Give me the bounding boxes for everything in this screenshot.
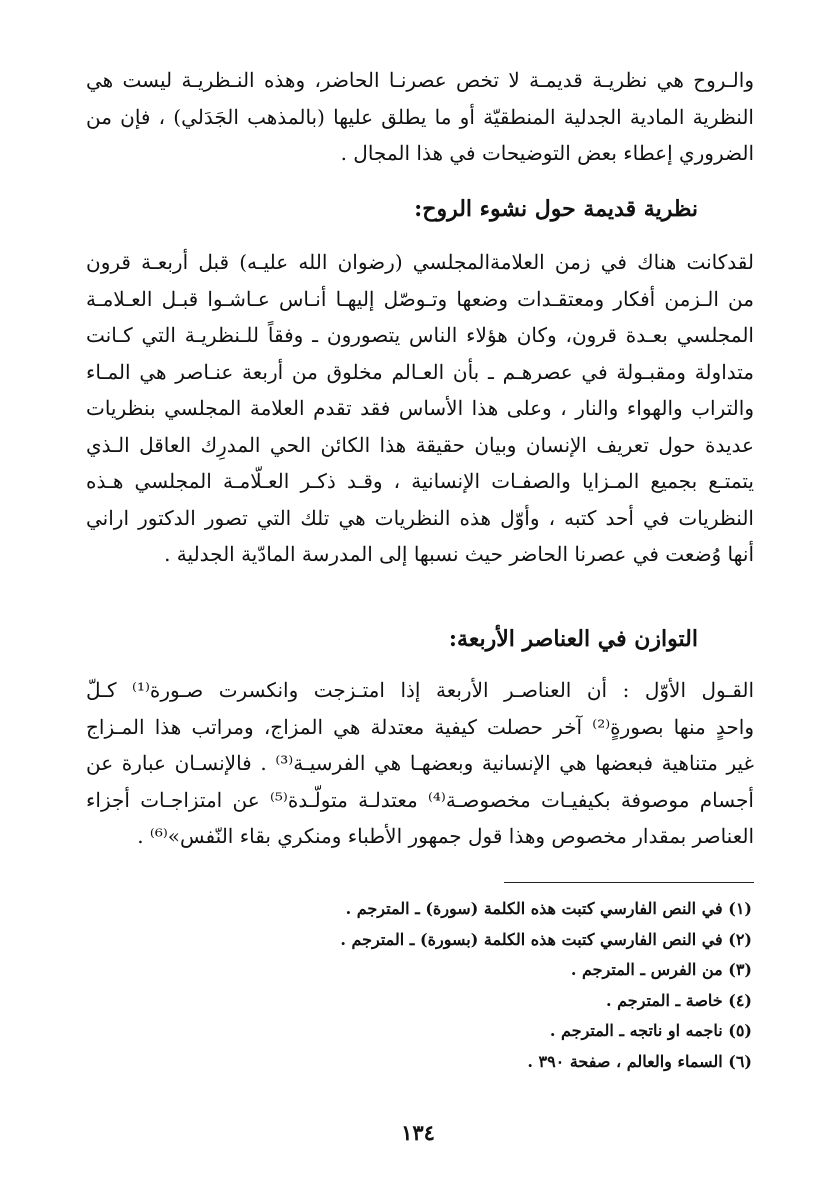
footnote: (٦) السماء والعالم ، صفحة ٣٩٠ .: [527, 1051, 752, 1071]
four-elements-paragraph: [86, 672, 754, 855]
text-line: أجسام موصوفة بكيفيـات مخصوصـة⁽⁴⁾ معتدلـة متولّـدة⁽⁵⁾ عن امتزاجـات أجزاء: [86, 787, 754, 812]
text-line: والـروح هي نظريـة قديمـة لا تخص عصرنـا الحاضر، وهذه النـظريـة ليست هي: [86, 68, 754, 92]
footnotes-list: [152, 894, 752, 1077]
footnote: (١) في النص الفارسي كتبت هذه الكلمة (سورة) ـ المترجم .: [345, 899, 752, 918]
text-line: المجلسي بعـدة قرون، وكان هؤلاء الناس يتصورون ـ وفقاً للـنظريـة التي كـانت: [86, 323, 754, 347]
text-line: القـول الأوّل : أن العناصـر الأربعة إذا امتـزجت وانكسرت صـورة⁽¹⁾ كـلّ: [86, 678, 754, 702]
section-heading-old-theory: نظرية قديمة حول نشوء الروح:: [414, 196, 698, 222]
text-line: النظرية المادية الجدلية المنطقيّة أو ما يطلق عليها (بالمذهب الجَدَلي) ، فإن من: [86, 104, 754, 129]
footnote: (٣) من الفرس ـ المترجم .: [570, 960, 752, 979]
text-line: النظريات في أحد كتبه ، وأوّل هذه النظريات هي تلك التي تصور الدكتور اراني: [86, 505, 754, 530]
text-line: لقدكانت هناك في زمن العلامةالمجلسي (رضوان الله عليـه) قبل أربعـة قرون: [86, 250, 754, 274]
text-line: الضروري إعطاء بعض التوضيحات في هذا المجال .: [340, 141, 754, 165]
footnote: (٥) ناجمه او ناتجه ـ المترجم .: [549, 1021, 752, 1040]
text-line: يتمتـع بجميع المـزايا والصفـات الإنسانية ، وقـد ذكـر العـلّامـة المجلسي هـذه: [86, 469, 754, 493]
old-theory-paragraph: [86, 244, 754, 573]
text-line: عديدة حول تعريف الإنسان وبيان حقيقة هذا الكائن الحي المدرِك العاقل الـذي: [86, 432, 754, 457]
text-line: واحدٍ منها بصورةٍ⁽²⁾ آخر حصلت كيفية معتدلة هي المزاج، ومراتب هذا المـزاج: [86, 714, 754, 739]
intro-paragraph: [86, 62, 754, 172]
text-line: متداولة ومقبـولة في عصرهـم ـ بأن العـالم مخلوق من أربعة عنـاصر هي المـاء: [86, 359, 754, 384]
section-heading-four-elements: التوازن في العناصر الأربعة:: [448, 626, 698, 652]
text-line: أنها وُضعت في عصرنا الحاضر حيث نسبها إلى المدرسة المادّية الجدلية .: [164, 542, 754, 566]
text-line: والتراب والهواء والنار ، وعلى هذا الأساس فقد تقدم العلامة المجلسي بنظريات: [86, 396, 754, 420]
text-line: من الـزمن أفكار ومعتقـدات وضعها وتـوصّل إليهـا أنـاس عـاشـوا قبـل العـلامـة: [86, 286, 754, 311]
page-number: ١٣٤: [401, 1120, 435, 1145]
text-line: العناصر بمقدار مخصوص وهذا قول جمهور الأطباء ومنكري بقاء النّفس»⁽⁶⁾ .: [137, 824, 754, 848]
footnote: (٢) في النص الفارسي كتبت هذه الكلمة (بسورة) ـ المترجم .: [340, 929, 752, 949]
footnote: (٤) خاصة ـ المترجم .: [606, 990, 752, 1010]
footnote-divider: [504, 882, 754, 883]
text-line: غير متناهية فبعضها هي الإنسانية وبعضهـا هي الفرسيـة⁽³⁾ . فالإنسـان عبارة عن: [86, 751, 754, 775]
